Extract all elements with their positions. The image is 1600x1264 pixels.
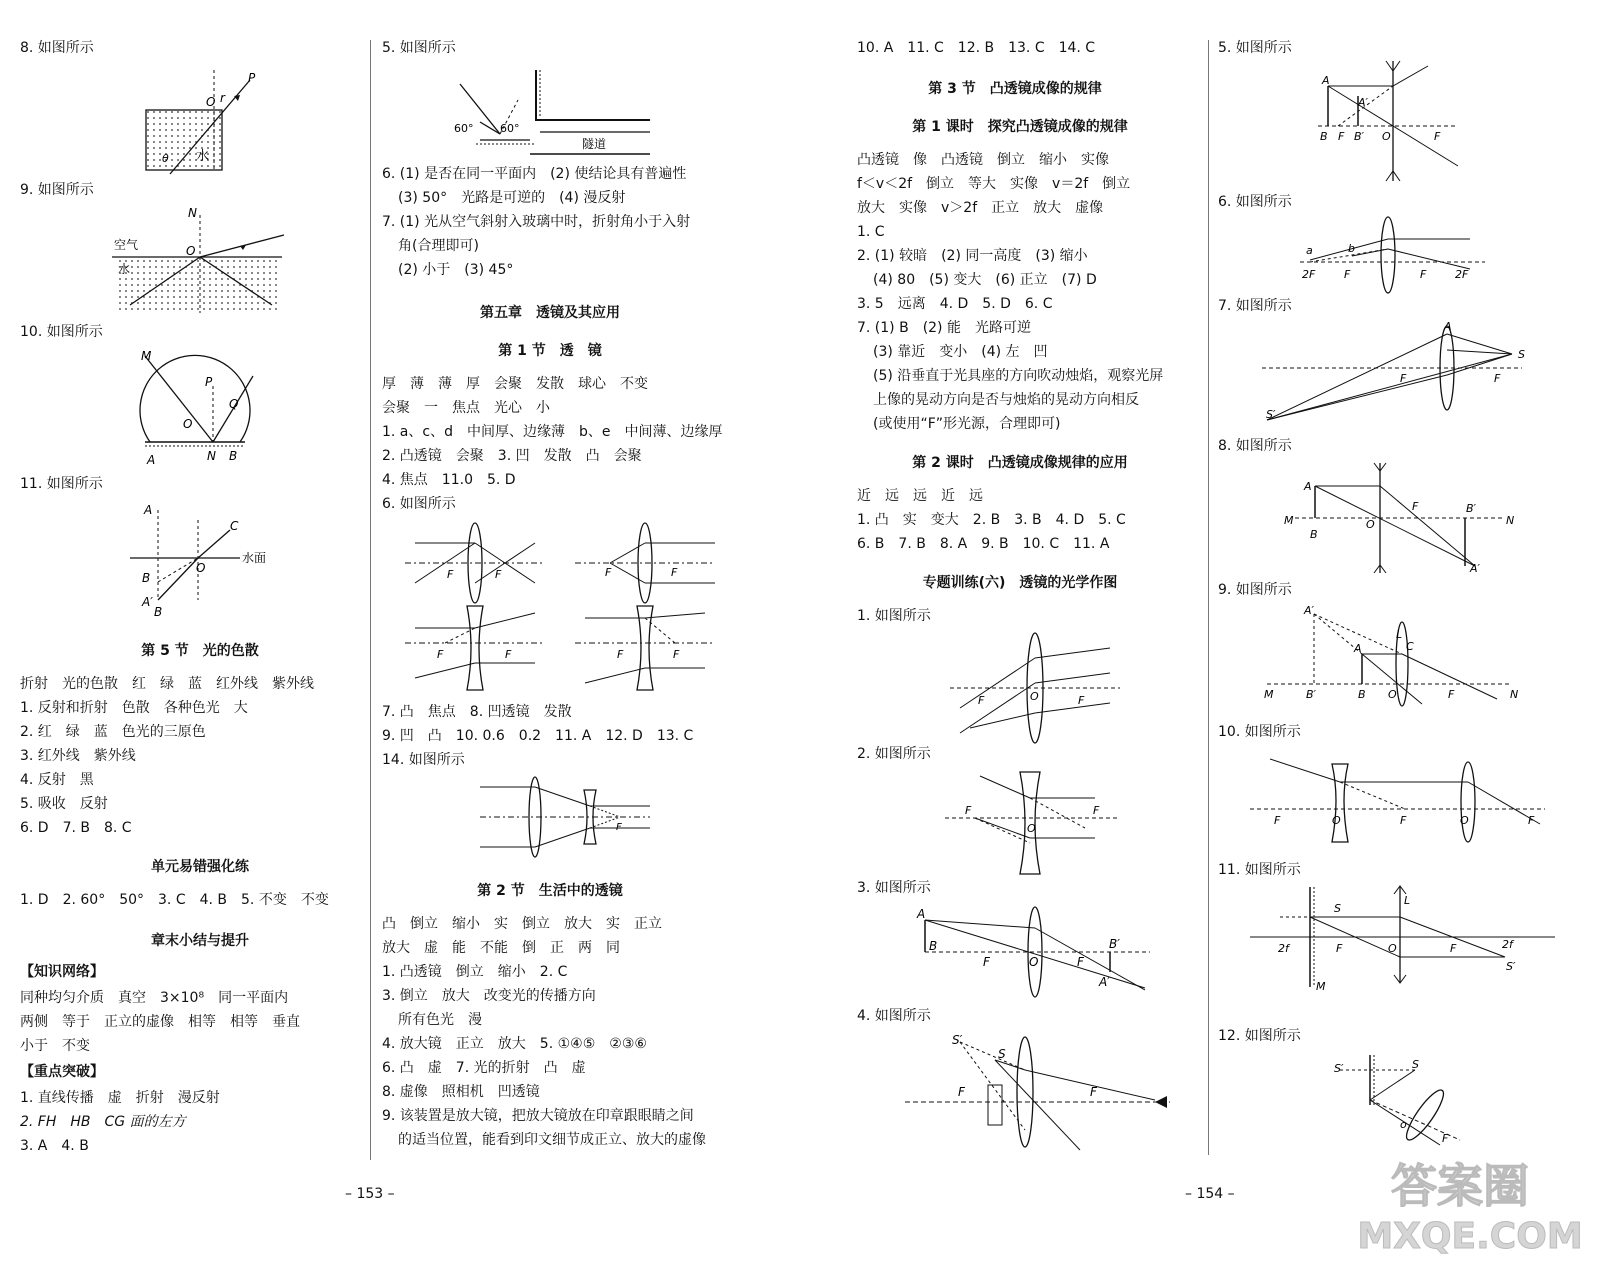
answer-8: 8. 如图所示 xyxy=(20,40,94,56)
text-line: 8. 虚像 照相机 凹透镜 xyxy=(382,1084,540,1100)
angle-label-1: 60° xyxy=(454,122,474,135)
text-line: 凸 倒立 缩小 实 倒立 放大 实 正立 xyxy=(382,916,662,932)
text-line: 6. (1) 是否在同一平面内 (2) 使结论具有普遍性 xyxy=(382,166,687,182)
figure-5-tunnel xyxy=(450,62,660,157)
watermark-url: MXQE.COM xyxy=(1357,1216,1583,1257)
text-line: 10. A 11. C 12. B 13. C 14. C xyxy=(857,40,1096,56)
answer-6: 6. 如图所示 xyxy=(382,496,456,512)
label-f: F xyxy=(1344,268,1351,281)
text-line: 7. (1) B (2) 能 光路可逆 xyxy=(857,320,1031,336)
label-p: P xyxy=(205,375,213,389)
text-line: 的适当位置，能看到印文细节成正立、放大的虚像 xyxy=(398,1132,706,1148)
text-line: 放大 虚 能 不能 倒 正 两 同 xyxy=(382,940,620,956)
section-heading-imaging: 第 3 节 凸透镜成像的规律 xyxy=(928,81,1102,97)
text-line: 2. FH HB CG 面的左方 xyxy=(20,1114,186,1130)
label-a2: A′ xyxy=(1470,562,1481,575)
figure-14-lens-system xyxy=(480,772,655,862)
label-o: O xyxy=(1030,690,1039,703)
label-b: B xyxy=(1320,130,1328,143)
answer-8: 8. 如图所示 xyxy=(1218,438,1292,454)
label-s2: S′ xyxy=(1334,1062,1344,1075)
label-f: F xyxy=(1528,814,1535,827)
answer-5: 5. 如图所示 xyxy=(1218,40,1292,56)
text-line: 放大 实像 v＞2f 正立 放大 虚像 xyxy=(857,200,1104,216)
label-s2: S′ xyxy=(1266,408,1276,421)
text-line: 4. 焦点 11.0 5. D xyxy=(382,472,516,488)
label-theta: θ xyxy=(162,152,169,165)
label-f: F xyxy=(965,804,972,817)
label-f: F xyxy=(958,1085,965,1099)
label-a2: A′ xyxy=(1099,975,1110,989)
text-line: 3. 倒立 放大 改变光的传播方向 xyxy=(382,988,596,1004)
text-line: 6. 凸 虚 7. 光的折射 凸 虚 xyxy=(382,1060,586,1076)
angle-label-2: 60° xyxy=(500,122,520,135)
text-line: 5. 吸收 反射 xyxy=(20,796,108,812)
heading-chapter-summary: 章末小结与提升 xyxy=(151,933,249,949)
answer-12: 12. 如图所示 xyxy=(1218,1028,1301,1044)
label-n: N xyxy=(207,449,216,463)
page-number-153: – 153 – xyxy=(345,1186,395,1202)
label-a: A xyxy=(1444,320,1452,333)
label-f: F xyxy=(617,648,624,661)
figure-9-magnifier xyxy=(1262,604,1522,714)
text-line: 会聚 一 焦点 光心 小 xyxy=(382,400,550,416)
text-line: 1. 凸透镜 倒立 缩小 2. C xyxy=(382,964,568,980)
text-line: (2) 小于 (3) 45° xyxy=(398,262,514,278)
text-line: 近 远 远 近 远 xyxy=(857,488,983,504)
text-line: (4) 80 (5) 变大 (6) 正立 (7) D xyxy=(873,272,1097,288)
label-o: O xyxy=(1029,955,1039,969)
label-a: A xyxy=(1304,480,1312,493)
text-line: (3) 靠近 变小 (4) 左 凹 xyxy=(873,344,1048,360)
answer-2: 2. 如图所示 xyxy=(857,746,931,762)
text-line: 4. 反射 黑 xyxy=(20,772,94,788)
label-b2: B xyxy=(154,605,163,618)
label-o: O xyxy=(1027,822,1036,835)
figure-9-reflection xyxy=(112,205,292,315)
label-b2: B′ xyxy=(1306,688,1317,701)
figure-11-mirror-lens xyxy=(1250,882,1560,992)
label-f: F xyxy=(1090,1085,1097,1099)
text-line: 凸透镜 像 凸透镜 倒立 缩小 实像 xyxy=(857,152,1109,168)
section-heading-daily-lens: 第 2 节 生活中的透镜 xyxy=(477,883,623,899)
answer-6: 6. 如图所示 xyxy=(1218,194,1292,210)
lesson-heading-1: 第 1 课时 探究凸透镜成像的规律 xyxy=(912,119,1128,135)
text-line: 角(合理即可) xyxy=(398,238,479,254)
label-l: L xyxy=(1396,628,1403,641)
text-line: 上像的晃动方向是否与烛焰的晃动方向相反 xyxy=(873,392,1139,408)
text-line: 4. 放大镜 正立 放大 5. ①④⑤ ②③⑥ xyxy=(382,1036,647,1052)
label-b: B xyxy=(142,571,151,585)
label-water: 水 xyxy=(196,149,210,164)
label-water: 水 xyxy=(118,262,131,276)
answer-11: 11. 如图所示 xyxy=(1218,862,1301,878)
label-f: F xyxy=(1274,814,1281,827)
answer-3: 3. 如图所示 xyxy=(857,880,931,896)
text-line: 1. a、c、d 中间厚、边缘薄 b、e 中间薄、边缘厚 xyxy=(382,424,723,440)
label-f: F xyxy=(1494,372,1501,385)
figure-6-lens-diagrams xyxy=(405,518,725,698)
label-n: N xyxy=(1506,514,1515,527)
label-f: F xyxy=(1412,500,1419,513)
label-m: M xyxy=(1264,688,1274,701)
label-f: F xyxy=(1448,688,1455,701)
text-line: 9. 凹 凸 10. 0.6 0.2 11. A 12. D 13. C xyxy=(382,728,694,744)
label-o: O xyxy=(1388,688,1397,701)
label-f: F xyxy=(1336,942,1343,955)
text-line: 1. 直线传播 虚 折射 漫反射 xyxy=(20,1090,220,1106)
text-line: 【重点突破】 xyxy=(20,1064,104,1080)
label-2f: 2F xyxy=(1455,268,1469,281)
label-a: A xyxy=(147,453,156,466)
label-b2: B′ xyxy=(1109,937,1120,951)
text-line: (5) 沿垂直于光具座的方向吹动烛焰，观察光屏 xyxy=(873,368,1164,384)
label-f: F xyxy=(1420,268,1427,281)
text-line: 所有色光 漫 xyxy=(398,1012,482,1028)
label-r: r xyxy=(220,91,225,105)
figure-3-imaging xyxy=(915,900,1155,1000)
label-f: F xyxy=(1077,955,1084,969)
text-line: 2. (1) 较暗 (2) 同一高度 (3) 缩小 xyxy=(857,248,1088,264)
label-f: F xyxy=(1338,130,1345,143)
label-tunnel: 隧道 xyxy=(582,137,607,151)
text-line: 2. 凸透镜 会聚 3. 凹 发散 凸 会聚 xyxy=(382,448,642,464)
label-s: S xyxy=(1412,1058,1419,1071)
label-m: M xyxy=(1284,514,1294,527)
label-c: C xyxy=(1406,640,1414,653)
figure-8-refraction-water xyxy=(140,62,270,182)
label-b: B xyxy=(1358,688,1366,701)
label-c: C xyxy=(230,519,239,533)
text-line: 1. 反射和折射 色散 各种色光 大 xyxy=(20,700,248,716)
label-b: B xyxy=(1310,528,1318,541)
label-o: O xyxy=(183,417,193,431)
label-s: S xyxy=(998,1047,1006,1061)
label-o: O xyxy=(1388,942,1397,955)
answer-14: 14. 如图所示 xyxy=(382,752,465,768)
text-line: 【知识网络】 xyxy=(20,964,104,980)
watermark-logo xyxy=(1310,1150,1600,1260)
label-b: b xyxy=(1348,242,1355,255)
text-line: 3. 5 远离 4. D 5. D 6. C xyxy=(857,296,1053,312)
text-line: (或使用“F”形光源，合理即可) xyxy=(873,416,1061,432)
label-f: F xyxy=(1400,372,1407,385)
figure-5-concave-image xyxy=(1318,56,1468,186)
label-f: F xyxy=(495,568,502,581)
label-b: B xyxy=(929,939,938,953)
text-line: 1. 凸 实 变大 2. B 3. B 4. D 5. C xyxy=(857,512,1126,528)
label-f: F xyxy=(1442,1132,1449,1145)
label-f: F xyxy=(1434,130,1441,143)
label-b2: B′ xyxy=(1466,502,1477,515)
label-s: S xyxy=(1334,902,1341,915)
label-f: F xyxy=(1093,804,1100,817)
text-line: 7. 凸 焦点 8. 凹透镜 发散 xyxy=(382,704,572,720)
label-q: Q xyxy=(229,397,239,411)
figure-1-convex-parallel xyxy=(950,628,1130,748)
label-m: M xyxy=(141,349,152,363)
answer-7: 7. 如图所示 xyxy=(1218,298,1292,314)
label-l: L xyxy=(1404,894,1411,907)
column-divider xyxy=(1208,40,1209,1155)
label-o: O xyxy=(196,561,206,575)
text-line: 2. 红 绿 蓝 色光的三原色 xyxy=(20,724,206,740)
label-a: A xyxy=(1322,74,1330,87)
answer-10: 10. 如图所示 xyxy=(1218,724,1301,740)
label-a: a xyxy=(1306,244,1313,257)
label-2f: 2f xyxy=(1502,938,1513,951)
text-line: 小于 不变 xyxy=(20,1038,90,1054)
label-o: O xyxy=(186,244,196,258)
label-a2: A′ xyxy=(142,595,153,609)
page-number-154: – 154 – xyxy=(1185,1186,1235,1202)
figure-10-two-lenses xyxy=(1250,744,1550,854)
figure-12-mirror-lens xyxy=(1330,1050,1480,1150)
answer-1: 1. 如图所示 xyxy=(857,608,931,624)
text-line: 7. (1) 光从空气斜射入玻璃中时，折射角小于入射 xyxy=(382,214,691,230)
watermark-text: 答案圈 xyxy=(1391,1159,1529,1213)
label-surface: 水面 xyxy=(242,551,267,565)
section-heading-lens: 第 1 节 透 镜 xyxy=(498,343,602,359)
label-s2: S′ xyxy=(1506,960,1516,973)
label-f: F xyxy=(671,566,678,579)
label-s: S xyxy=(1518,348,1525,361)
text-line: 3. 红外线 紫外线 xyxy=(20,748,136,764)
chapter-heading: 第五章 透镜及其应用 xyxy=(480,305,620,321)
text-line: 两侧 等于 正立的虚像 相等 相等 垂直 xyxy=(20,1014,300,1030)
lesson-heading-2: 第 2 课时 凸透镜成像规律的应用 xyxy=(912,455,1128,471)
label-p: P xyxy=(248,71,256,85)
label-a2: A′ xyxy=(1358,96,1369,109)
label-f: F xyxy=(616,822,622,833)
label-o: O xyxy=(206,95,216,109)
special-training-heading: 专题训练(六) 透镜的光学作图 xyxy=(922,575,1118,591)
text-line: 折射 光的色散 红 绿 蓝 红外线 紫外线 xyxy=(20,676,314,692)
label-a: A xyxy=(1354,642,1362,655)
label-f: F xyxy=(1078,694,1085,707)
text-line: 1. D 2. 60° 50° 3. C 4. B 5. 不变 不变 xyxy=(20,892,329,908)
answer-11: 11. 如图所示 xyxy=(20,476,103,492)
label-o: O xyxy=(1366,518,1375,531)
label-m: M xyxy=(1316,980,1326,992)
text-line: 厚 薄 薄 厚 会聚 发散 球心 不变 xyxy=(382,376,648,392)
label-n: N xyxy=(188,206,197,220)
answer-5: 5. 如图所示 xyxy=(382,40,456,56)
text-line: 1. C xyxy=(857,224,885,240)
label-o: o xyxy=(1400,1118,1407,1131)
label-f: F xyxy=(978,694,985,707)
figure-7-converging xyxy=(1262,320,1562,430)
heading-unit-errors: 单元易错强化练 xyxy=(151,859,249,875)
text-line: f＜v＜2f 倒立 等大 实像 v＝2f 倒立 xyxy=(857,176,1131,192)
label-2f: 2f xyxy=(1278,942,1289,955)
figure-10-semicircle xyxy=(135,346,265,466)
label-f: F xyxy=(673,648,680,661)
text-line: 6. B 7. B 8. A 9. B 10. C 11. A xyxy=(857,536,1110,552)
text-line: 同种均匀介质 真空 3×10⁸ 同一平面内 xyxy=(20,990,289,1006)
label-s2: S′ xyxy=(952,1033,963,1047)
figure-4-eye xyxy=(900,1030,1190,1155)
text-line: (3) 50° 光路是可逆的 (4) 漫反射 xyxy=(398,190,626,206)
label-n: N xyxy=(1510,688,1519,701)
answer-9: 9. 如图所示 xyxy=(20,182,94,198)
label-f: F xyxy=(447,568,454,581)
label-a2: A′ xyxy=(1304,604,1315,617)
text-line: 3. A 4. B xyxy=(20,1138,89,1154)
label-o: O xyxy=(1382,130,1391,143)
label-air: 空气 xyxy=(114,238,139,252)
label-f: F xyxy=(1400,814,1407,827)
label-2f: 2F xyxy=(1302,268,1316,281)
label-a: A xyxy=(144,503,153,517)
heading-dispersion: 第 5 节 光的色散 xyxy=(141,643,259,659)
figure-6-convex xyxy=(1300,214,1490,296)
answer-4: 4. 如图所示 xyxy=(857,1008,931,1024)
label-f: F xyxy=(605,566,612,579)
column-divider xyxy=(370,40,371,1160)
label-o: O xyxy=(1332,814,1341,827)
figure-11-water-surface xyxy=(130,500,290,618)
label-f: F xyxy=(505,648,512,661)
answer-10: 10. 如图所示 xyxy=(20,324,103,340)
label-b2: B′ xyxy=(1354,130,1365,143)
answer-9: 9. 如图所示 xyxy=(1218,582,1292,598)
label-a: A xyxy=(917,907,926,921)
label-o: O xyxy=(1460,814,1469,827)
figure-8-mn-axis xyxy=(1280,458,1520,578)
label-f: F xyxy=(437,648,444,661)
text-line: 6. D 7. B 8. C xyxy=(20,820,132,836)
text-line: 9. 该装置是放大镜，把放大镜放在印章跟眼睛之间 xyxy=(382,1108,694,1124)
label-b: B xyxy=(229,449,238,463)
figure-2-concave xyxy=(945,768,1125,878)
label-f: F xyxy=(983,955,990,969)
label-f: F xyxy=(1450,942,1457,955)
